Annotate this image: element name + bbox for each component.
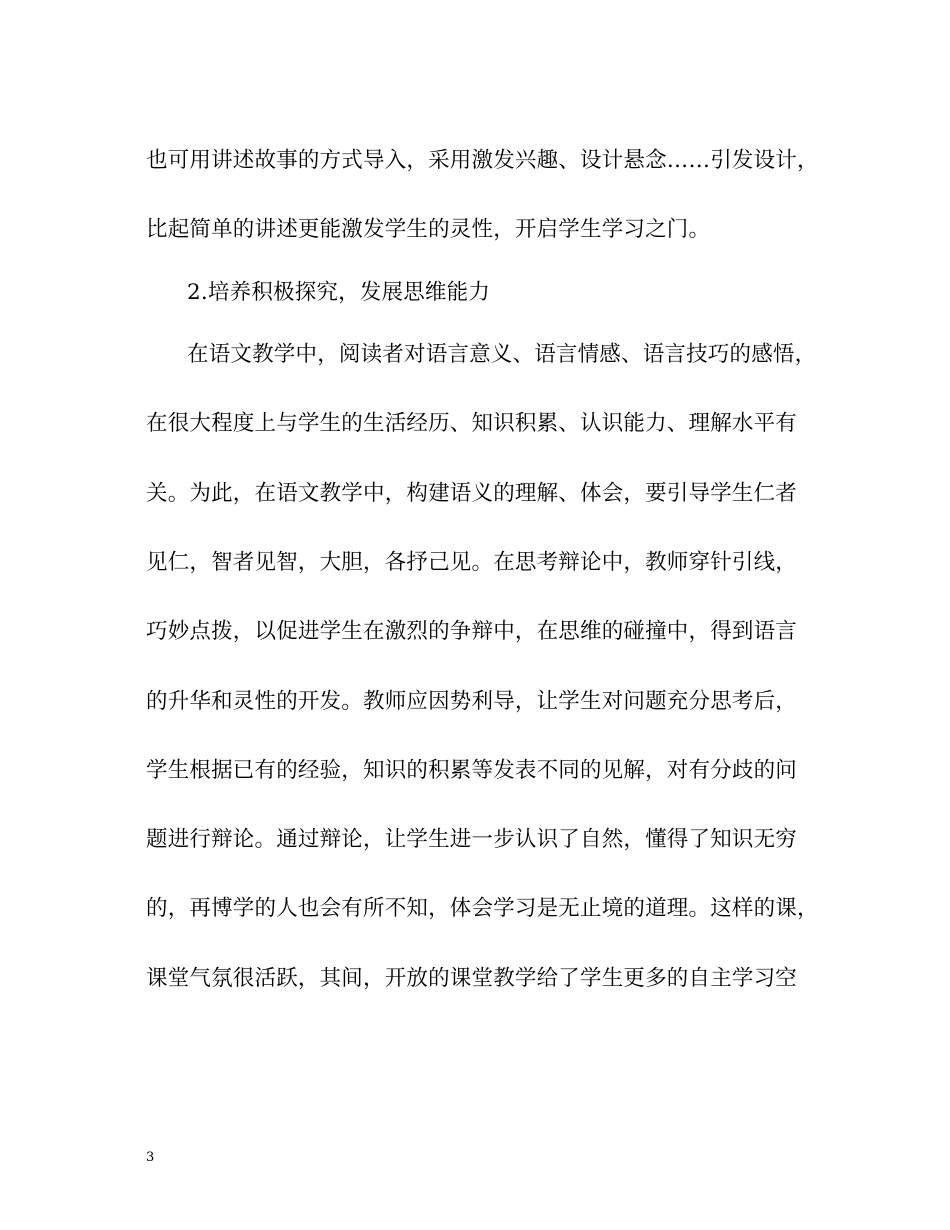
body-text-line: 也可用讲述故事的方式导入，采用激发兴趣、设计悬念……引发设计， <box>146 148 819 173</box>
body-text-line: 在很大程度上与学生的生活经历、知识积累、认识能力、理解水平有 <box>146 411 798 436</box>
body-text-line: 见仁，智者见智，大胆，各抒己见。在思考辩论中，教师穿针引线， <box>146 550 798 575</box>
body-text-line: 的升华和灵性的开发。教师应因势利导，让学生对问题充分思考后， <box>146 689 798 714</box>
page-number: 3 <box>146 1150 155 1165</box>
body-text-line: 课堂气氛很活跃，其间，开放的课堂教学给了学生更多的自主学习空 <box>146 966 798 991</box>
body-text-line: 巧妙点拨，以促进学生在激烈的争辩中，在思维的碰撞中，得到语言 <box>146 619 798 644</box>
section-heading: 2.培养积极探究，发展思维能力 <box>187 280 491 305</box>
body-text-line: 关。为此，在语文教学中，构建语义的理解、体会，要引导学生仁者 <box>146 481 798 506</box>
body-text-line: 题进行辩论。通过辩论，让学生进一步认识了自然，懂得了知识无穷 <box>146 827 798 852</box>
paragraph-first-line: 在语文教学中，阅读者对语言意义、语言情感、语言技巧的感悟， <box>187 342 817 367</box>
body-text-line: 学生根据已有的经验，知识的积累等发表不同的见解，对有分歧的问 <box>146 758 798 783</box>
body-text-line: 比起简单的讲述更能激发学生的灵性，开启学生学习之门。 <box>146 217 711 242</box>
body-text-line: 的，再博学的人也会有所不知，体会学习是无止境的道理。这样的课， <box>146 896 819 921</box>
